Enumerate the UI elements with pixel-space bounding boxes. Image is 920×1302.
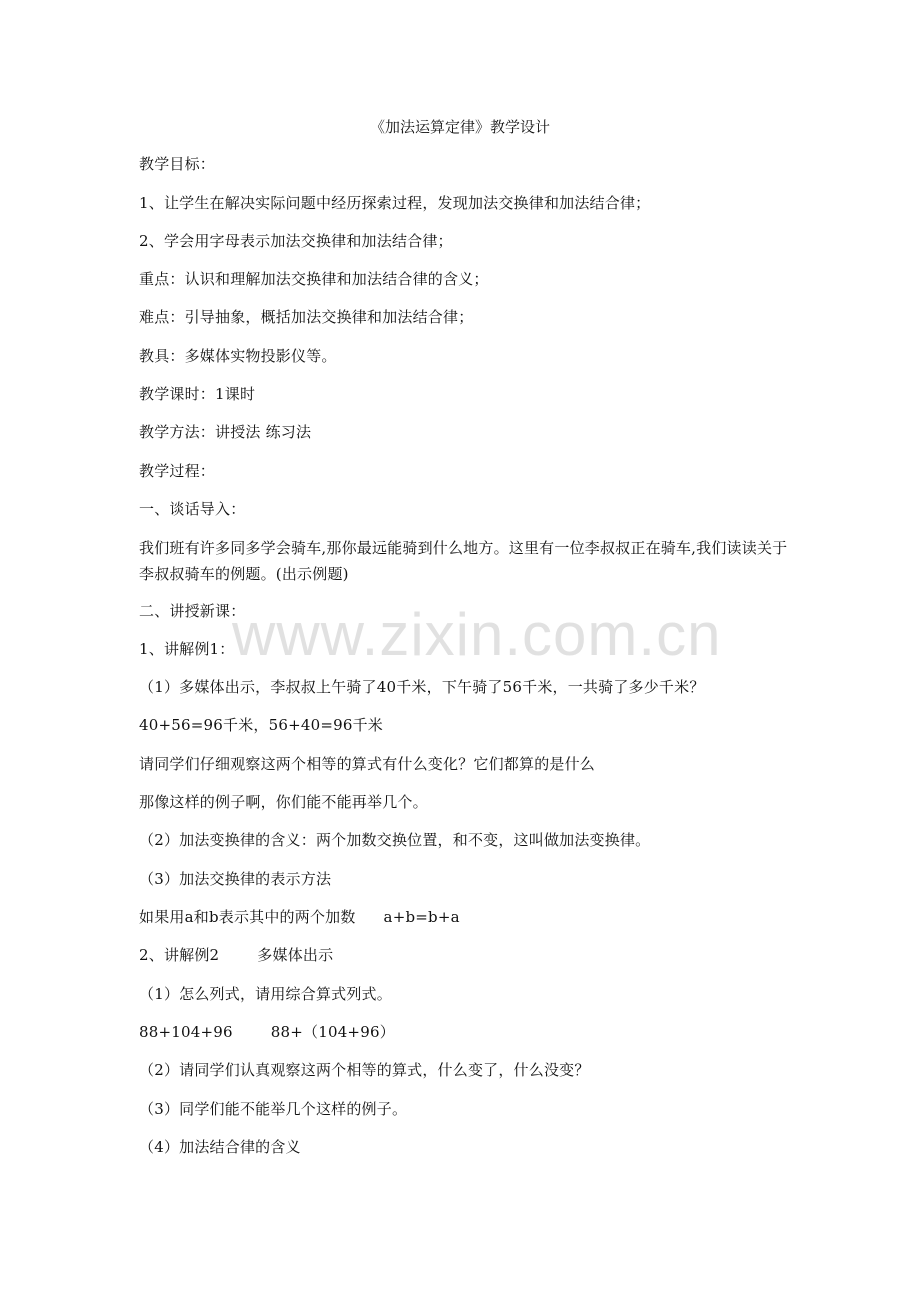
example-1-step-1: （1）多媒体出示，李叔叔上午骑了40千米，下午骑了56千米，一共骑了多少千米？ bbox=[139, 678, 705, 696]
teaching-methods: 教学方法：讲授法 练习法 bbox=[139, 423, 312, 441]
teaching-aids: 教具：多媒体实物投影仪等。 bbox=[139, 347, 337, 365]
example-2-step-3: （3）同学们能不能举几个这样的例子。 bbox=[139, 1100, 408, 1118]
commutative-formula: a+b=b+a bbox=[383, 908, 460, 926]
example-2-media: 多媒体出示 bbox=[257, 946, 334, 964]
example-1-step-2: （2）加法变换律的含义：两个加数交换位置，和不变，这叫做加法变换律。 bbox=[139, 831, 651, 849]
example-2-heading-line bbox=[139, 944, 333, 966]
commutative-formula-text: 如果用a和b表示其中的两个加数 bbox=[139, 908, 356, 926]
example-1-question: 请同学们仔细观察这两个相等的算式有什么变化？它们都算的是什么 bbox=[139, 755, 596, 773]
example-1-step-3: （3）加法交换律的表示方法 bbox=[139, 870, 332, 888]
difficult-point: 难点：引导抽象，概括加法交换律和加法结合律； bbox=[139, 308, 474, 326]
objective-1: 1、让学生在解决实际问题中经历探索过程，发现加法交换律和加法结合律； bbox=[139, 194, 651, 212]
section-intro-heading: 一、谈话导入： bbox=[139, 500, 246, 518]
section-new-lesson-heading: 二、讲授新课： bbox=[139, 602, 246, 620]
key-point: 重点：认识和理解加法交换律和加法结合律的含义； bbox=[139, 270, 489, 288]
commutative-formula-line bbox=[139, 906, 460, 928]
example-2-expressions bbox=[139, 1021, 395, 1043]
class-hours: 教学课时：1课时 bbox=[139, 385, 256, 403]
example-1-prompt: 那像这样的例子啊，你们能不能再举几个。 bbox=[139, 793, 428, 811]
example-1-equations: 40+56=96千米，56+40=96千米 bbox=[139, 716, 383, 734]
example-2-step-1: （1）怎么列式，请用综合算式列式。 bbox=[139, 985, 392, 1003]
objectives-heading: 教学目标： bbox=[139, 155, 216, 173]
document-title: 《加法运算定律》教学设计 bbox=[369, 118, 550, 136]
example-2-step-2: （2）请同学们认真观察这两个相等的算式，什么变了，什么没变？ bbox=[139, 1061, 590, 1079]
expression-1: 88+104+96 bbox=[139, 1023, 233, 1041]
example-2-step-4: （4）加法结合律的含义 bbox=[139, 1138, 301, 1156]
example-2-heading: 2、讲解例2 bbox=[139, 946, 220, 964]
expression-2: 88+（104+96） bbox=[270, 1023, 395, 1041]
watermark: www.zixin.com.cn bbox=[232, 601, 722, 668]
example-1-heading: 1、讲解例1： bbox=[139, 640, 235, 658]
process-heading: 教学过程： bbox=[139, 462, 216, 480]
intro-paragraph: 我们班有许多同多学会骑车,那你最远能骑到什么地方。这里有一位李叔叔正在骑车,我们读读关于李叔叔骑车的例题。(出示例题) bbox=[139, 539, 788, 583]
objective-2: 2、学会用字母表示加法交换律和加法结合律； bbox=[139, 232, 453, 250]
